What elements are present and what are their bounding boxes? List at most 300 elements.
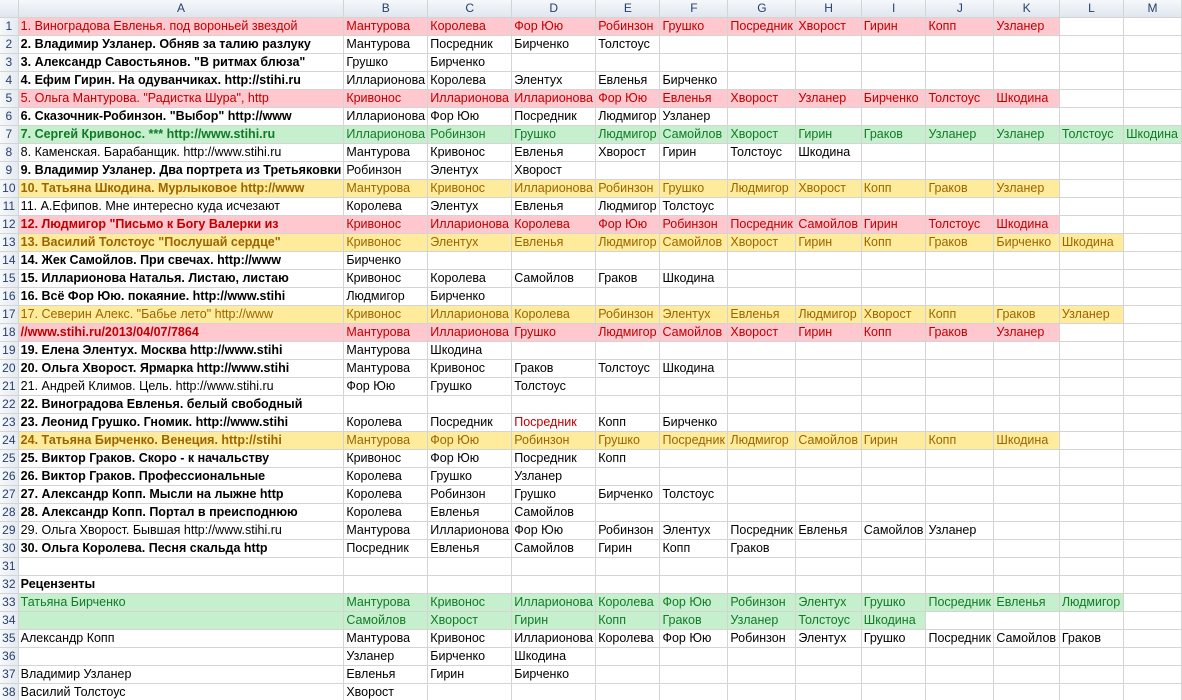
cell-reviewer[interactable] [1059,432,1123,450]
cell-reviewer[interactable] [1059,180,1123,198]
column-header-c[interactable]: C [428,0,512,18]
cell-reviewer[interactable] [861,36,926,54]
cell-reviewer[interactable] [660,648,728,666]
cell-reviewer[interactable]: Фор Юю [660,594,728,612]
cell-reviewer[interactable]: Людмигор [596,126,660,144]
cell-reviewer[interactable] [1124,18,1182,36]
cell-reviewer[interactable]: Мантурова [344,630,428,648]
cell-reviewer[interactable]: Гирин [512,612,596,630]
cell-reviewer[interactable] [728,54,796,72]
cell-reviewer[interactable] [796,108,861,126]
cell-reviewer[interactable]: Мантурова [344,594,428,612]
cell-reviewer[interactable]: Граков [596,270,660,288]
cell-reviewer[interactable] [660,36,728,54]
row-header[interactable]: 11 [0,198,18,216]
cell-reviewer[interactable]: Илларионова [428,522,512,540]
cell-reviewer[interactable] [926,108,994,126]
cell-reviewer[interactable]: Самойлов [660,126,728,144]
cell-reviewer[interactable]: Толстоус [512,378,596,396]
cell-reviewer[interactable]: Мантурова [344,360,428,378]
cell-title[interactable]: Владимир Узланер [18,666,344,684]
row-header[interactable]: 8 [0,144,18,162]
cell-reviewer[interactable]: Толстоус [660,198,728,216]
cell-title[interactable]: 21. Андрей Климов. Цель. http://www.stihi.ru [18,378,344,396]
cell-reviewer[interactable] [796,558,861,576]
cell-reviewer[interactable]: Шкодина [994,90,1059,108]
cell-reviewer[interactable]: Бирченко [344,252,428,270]
cell-reviewer[interactable] [926,684,994,700]
cell-reviewer[interactable] [660,378,728,396]
cell-reviewer[interactable] [1059,342,1123,360]
cell-reviewer[interactable] [994,144,1059,162]
cell-reviewer[interactable]: Шкодина [1059,234,1123,252]
cell-reviewer[interactable]: Робинзон [728,630,796,648]
cell-reviewer[interactable]: Евленья [728,306,796,324]
cell-reviewer[interactable]: Грушко [596,432,660,450]
cell-reviewer[interactable] [994,288,1059,306]
cell-reviewer[interactable] [1124,180,1182,198]
cell-reviewer[interactable]: Кривонос [344,306,428,324]
cell-reviewer[interactable] [660,468,728,486]
cell-reviewer[interactable]: Граков [660,612,728,630]
cell-reviewer[interactable]: Робинзон [428,486,512,504]
cell-reviewer[interactable] [728,288,796,306]
cell-title[interactable]: Татьяна Бирченко [18,594,344,612]
cell-reviewer[interactable]: Граков [926,180,994,198]
cell-reviewer[interactable] [596,468,660,486]
cell-reviewer[interactable] [1059,216,1123,234]
cell-reviewer[interactable]: Грушко [512,486,596,504]
cell-reviewer[interactable] [861,270,926,288]
cell-reviewer[interactable]: Мантурова [344,36,428,54]
cell-reviewer[interactable]: Грушко [861,630,926,648]
cell-reviewer[interactable]: Элентух [428,198,512,216]
cell-title[interactable]: 12. Людмигор "Письмо к Богу Валерки из [18,216,344,234]
cell-reviewer[interactable]: Кривонос [344,450,428,468]
cell-reviewer[interactable]: Бирченко [428,648,512,666]
cell-reviewer[interactable] [1124,612,1182,630]
cell-reviewer[interactable] [861,684,926,700]
cell-reviewer[interactable] [512,288,596,306]
cell-title[interactable]: 16. Всё Фор Юю. покаяние. http://www.stihi [18,288,344,306]
cell-reviewer[interactable]: Кривонос [428,144,512,162]
cell-reviewer[interactable] [660,54,728,72]
cell-reviewer[interactable] [728,342,796,360]
cell-reviewer[interactable]: Бирченко [861,90,926,108]
row-header[interactable]: 20 [0,360,18,378]
row-header[interactable]: 12 [0,216,18,234]
cell-reviewer[interactable] [596,576,660,594]
cell-reviewer[interactable]: Робинзон [596,180,660,198]
cell-reviewer[interactable]: Посредник [728,18,796,36]
cell-reviewer[interactable]: Грушко [861,594,926,612]
cell-reviewer[interactable]: Фор Юю [428,432,512,450]
cell-reviewer[interactable] [1059,162,1123,180]
cell-reviewer[interactable] [926,396,994,414]
row-header[interactable]: 13 [0,234,18,252]
cell-reviewer[interactable]: Копп [926,18,994,36]
cell-reviewer[interactable] [1059,72,1123,90]
cell-reviewer[interactable] [660,450,728,468]
cell-reviewer[interactable] [1124,288,1182,306]
cell-reviewer[interactable]: Хворост [796,18,861,36]
cell-reviewer[interactable] [728,504,796,522]
cell-reviewer[interactable]: Элентух [660,306,728,324]
cell-reviewer[interactable] [728,468,796,486]
cell-reviewer[interactable]: Евленья [512,198,596,216]
cell-reviewer[interactable]: Шкодина [796,144,861,162]
cell-reviewer[interactable] [796,72,861,90]
cell-reviewer[interactable]: Копп [660,540,728,558]
cell-title[interactable]: 27. Александр Копп. Мысли на лыжне http [18,486,344,504]
cell-title[interactable]: 3. Александр Савостьянов. "В ритмах блюза" [18,54,344,72]
cell-title[interactable]: 17. Северин Алекс. "Бабье лето" http://www [18,306,344,324]
cell-reviewer[interactable] [428,576,512,594]
cell-reviewer[interactable] [1124,576,1182,594]
cell-reviewer[interactable]: Робинзон [596,306,660,324]
cell-reviewer[interactable] [1124,450,1182,468]
cell-reviewer[interactable]: Хворост [596,144,660,162]
cell-reviewer[interactable]: Илларионова [512,180,596,198]
cell-reviewer[interactable]: Узланер [1059,306,1123,324]
cell-reviewer[interactable] [796,396,861,414]
cell-reviewer[interactable] [1059,684,1123,700]
row-header[interactable]: 24 [0,432,18,450]
row-header[interactable]: 19 [0,342,18,360]
cell-title[interactable]: 1. Виноградова Евленья. под вороньей звездой [18,18,344,36]
row-header[interactable]: 10 [0,180,18,198]
cell-reviewer[interactable] [1124,432,1182,450]
cell-reviewer[interactable] [596,504,660,522]
cell-reviewer[interactable] [1124,414,1182,432]
cell-reviewer[interactable]: Толстоус [596,36,660,54]
cell-reviewer[interactable]: Королева [596,594,660,612]
row-header[interactable]: 25 [0,450,18,468]
cell-reviewer[interactable] [861,252,926,270]
cell-reviewer[interactable] [926,288,994,306]
cell-reviewer[interactable]: Кривонос [344,90,428,108]
cell-reviewer[interactable]: Илларионова [428,216,512,234]
cell-reviewer[interactable] [861,468,926,486]
cell-reviewer[interactable] [796,54,861,72]
row-header[interactable]: 34 [0,612,18,630]
cell-reviewer[interactable]: Людмигор [1059,594,1123,612]
cell-title[interactable]: 22. Виноградова Евленья. белый свободный [18,396,344,414]
cell-reviewer[interactable] [796,540,861,558]
cell-reviewer[interactable] [861,288,926,306]
cell-title[interactable]: 28. Александр Копп. Портал в преисподнюю [18,504,344,522]
cell-reviewer[interactable]: Элентух [796,630,861,648]
cell-reviewer[interactable] [796,198,861,216]
cell-reviewer[interactable]: Узланер [660,108,728,126]
cell-reviewer[interactable] [1124,360,1182,378]
cell-title[interactable]: 2. Владимир Узланер. Обняв за талию разлуку [18,36,344,54]
cell-reviewer[interactable]: Гирин [428,666,512,684]
cell-reviewer[interactable] [861,108,926,126]
cell-reviewer[interactable] [728,450,796,468]
cell-reviewer[interactable]: Элентух [428,234,512,252]
cell-reviewer[interactable]: Людмигор [596,198,660,216]
cell-reviewer[interactable]: Мантурова [344,342,428,360]
cell-reviewer[interactable] [926,648,994,666]
cell-reviewer[interactable] [1059,378,1123,396]
cell-reviewer[interactable]: Мантурова [344,324,428,342]
cell-reviewer[interactable]: Илларионова [344,126,428,144]
cell-reviewer[interactable]: Фор Юю [428,450,512,468]
cell-reviewer[interactable] [728,108,796,126]
cell-reviewer[interactable] [1124,234,1182,252]
cell-reviewer[interactable] [861,162,926,180]
cell-reviewer[interactable] [1059,90,1123,108]
cell-reviewer[interactable]: Бирченко [512,36,596,54]
cell-reviewer[interactable]: Самойлов [344,612,428,630]
cell-reviewer[interactable]: Мантурова [344,18,428,36]
cell-reviewer[interactable]: Кривонос [428,360,512,378]
cell-reviewer[interactable] [660,252,728,270]
cell-reviewer[interactable]: Толстоус [660,486,728,504]
cell-reviewer[interactable] [861,414,926,432]
cell-reviewer[interactable]: Самойлов [512,270,596,288]
cell-reviewer[interactable] [861,72,926,90]
cell-reviewer[interactable]: Королева [512,216,596,234]
cell-title[interactable] [18,648,344,666]
cell-reviewer[interactable] [1124,36,1182,54]
row-header[interactable]: 28 [0,504,18,522]
cell-reviewer[interactable] [1124,162,1182,180]
cell-reviewer[interactable]: Гирин [796,324,861,342]
cell-reviewer[interactable]: Грушко [344,54,428,72]
cell-reviewer[interactable] [796,378,861,396]
cell-reviewer[interactable] [596,288,660,306]
cell-reviewer[interactable] [1124,666,1182,684]
cell-reviewer[interactable] [1124,342,1182,360]
cell-reviewer[interactable] [1059,288,1123,306]
cell-reviewer[interactable] [796,270,861,288]
cell-reviewer[interactable]: Толстоус [596,360,660,378]
cell-reviewer[interactable]: Самойлов [512,504,596,522]
cell-reviewer[interactable]: Илларионова [428,324,512,342]
cell-reviewer[interactable] [994,396,1059,414]
cell-reviewer[interactable] [796,342,861,360]
column-header-a[interactable]: A [18,0,344,18]
cell-reviewer[interactable] [994,612,1059,630]
column-header-h[interactable]: H [796,0,861,18]
cell-reviewer[interactable]: Людмигор [728,432,796,450]
cell-reviewer[interactable]: Самойлов [796,432,861,450]
cell-reviewer[interactable]: Посредник [926,630,994,648]
cell-reviewer[interactable]: Робинзон [344,162,428,180]
cell-reviewer[interactable] [1124,594,1182,612]
cell-reviewer[interactable] [1124,108,1182,126]
cell-reviewer[interactable]: Фор Юю [660,630,728,648]
cell-reviewer[interactable]: Фор Юю [512,18,596,36]
cell-reviewer[interactable]: Узланер [728,612,796,630]
cell-reviewer[interactable] [512,576,596,594]
cell-title[interactable]: 19. Елена Элентух. Москва http://www.stihi [18,342,344,360]
cell-title[interactable]: 14. Жек Самойлов. При свечах. http://www [18,252,344,270]
cell-reviewer[interactable]: Узланер [512,468,596,486]
cell-reviewer[interactable]: Грушко [428,378,512,396]
row-header[interactable]: 32 [0,576,18,594]
cell-reviewer[interactable]: Хворост [428,612,512,630]
cell-reviewer[interactable] [994,486,1059,504]
cell-reviewer[interactable] [728,486,796,504]
cell-reviewer[interactable] [728,684,796,700]
cell-reviewer[interactable] [861,486,926,504]
cell-reviewer[interactable] [596,684,660,700]
cell-reviewer[interactable] [1059,108,1123,126]
cell-reviewer[interactable] [796,468,861,486]
cell-reviewer[interactable]: Робинзон [728,594,796,612]
cell-reviewer[interactable]: Людмигор [344,288,428,306]
cell-reviewer[interactable] [1059,414,1123,432]
cell-reviewer[interactable] [728,198,796,216]
cell-reviewer[interactable]: Посредник [344,540,428,558]
cell-reviewer[interactable] [1059,468,1123,486]
cell-reviewer[interactable] [926,342,994,360]
cell-reviewer[interactable] [512,54,596,72]
cell-reviewer[interactable]: Королева [428,270,512,288]
cell-reviewer[interactable] [861,666,926,684]
cell-reviewer[interactable]: Мантурова [344,522,428,540]
cell-reviewer[interactable] [1124,324,1182,342]
cell-title[interactable]: 20. Ольга Хворост. Ярмарка http://www.stihi [18,360,344,378]
column-header-d[interactable]: D [512,0,596,18]
cell-reviewer[interactable]: Робинзон [596,522,660,540]
cell-reviewer[interactable]: Кривонос [428,594,512,612]
cell-reviewer[interactable]: Шкодина [994,432,1059,450]
cell-title[interactable]: Рецензенты [18,576,344,594]
cell-reviewer[interactable] [596,252,660,270]
cell-title[interactable] [18,558,344,576]
cell-reviewer[interactable] [660,684,728,700]
cell-reviewer[interactable] [926,54,994,72]
cell-reviewer[interactable]: Посредник [660,432,728,450]
cell-reviewer[interactable]: Королева [596,630,660,648]
row-header[interactable]: 3 [0,54,18,72]
cell-reviewer[interactable]: Граков [861,126,926,144]
cell-reviewer[interactable] [994,684,1059,700]
cell-reviewer[interactable] [1124,504,1182,522]
cell-title[interactable]: 25. Виктор Граков. Скоро - к начальству [18,450,344,468]
cell-reviewer[interactable] [1124,378,1182,396]
cell-title[interactable]: 26. Виктор Граков. Профессиональные [18,468,344,486]
cell-reviewer[interactable] [994,450,1059,468]
row-header[interactable]: 26 [0,468,18,486]
cell-reviewer[interactable] [1124,270,1182,288]
cell-reviewer[interactable] [596,54,660,72]
cell-reviewer[interactable] [861,576,926,594]
cell-reviewer[interactable]: Людмигор [796,306,861,324]
cell-reviewer[interactable] [861,450,926,468]
cell-reviewer[interactable] [926,72,994,90]
cell-reviewer[interactable] [994,198,1059,216]
row-header[interactable]: 14 [0,252,18,270]
cell-reviewer[interactable]: Самойлов [796,216,861,234]
cell-reviewer[interactable] [1059,486,1123,504]
cell-reviewer[interactable] [1059,576,1123,594]
cell-reviewer[interactable] [1124,558,1182,576]
cell-reviewer[interactable]: Илларионова [428,306,512,324]
cell-reviewer[interactable] [1059,522,1123,540]
row-header[interactable]: 15 [0,270,18,288]
cell-reviewer[interactable] [926,666,994,684]
cell-reviewer[interactable] [994,468,1059,486]
cell-reviewer[interactable] [428,684,512,700]
row-header[interactable]: 16 [0,288,18,306]
cell-reviewer[interactable]: Самойлов [660,234,728,252]
cell-reviewer[interactable] [926,162,994,180]
cell-reviewer[interactable] [796,648,861,666]
cell-reviewer[interactable] [994,540,1059,558]
cell-reviewer[interactable]: Толстоус [926,216,994,234]
cell-reviewer[interactable] [926,540,994,558]
cell-reviewer[interactable]: Гирин [796,126,861,144]
cell-reviewer[interactable]: Илларионова [344,108,428,126]
cell-reviewer[interactable] [994,378,1059,396]
cell-reviewer[interactable] [1059,54,1123,72]
cell-reviewer[interactable]: Мантурова [344,144,428,162]
cell-reviewer[interactable] [728,162,796,180]
cell-reviewer[interactable] [994,72,1059,90]
row-header[interactable]: 17 [0,306,18,324]
cell-reviewer[interactable]: Бирченко [512,666,596,684]
cell-reviewer[interactable] [512,252,596,270]
cell-reviewer[interactable]: Евленья [512,234,596,252]
cell-reviewer[interactable]: Посредник [512,450,596,468]
cell-reviewer[interactable] [660,504,728,522]
cell-reviewer[interactable] [1059,360,1123,378]
cell-reviewer[interactable]: Хворост [512,162,596,180]
cell-reviewer[interactable] [728,396,796,414]
cell-reviewer[interactable]: Узланер [994,180,1059,198]
cell-reviewer[interactable] [861,396,926,414]
cell-reviewer[interactable]: Хворост [728,126,796,144]
cell-reviewer[interactable]: Копп [596,612,660,630]
cell-reviewer[interactable] [926,36,994,54]
cell-reviewer[interactable]: Узланер [994,324,1059,342]
cell-title[interactable]: 23. Леонид Грушко. Гномик. http://www.stihi [18,414,344,432]
cell-reviewer[interactable] [796,360,861,378]
cell-reviewer[interactable]: Посредник [512,108,596,126]
cell-reviewer[interactable] [994,360,1059,378]
cell-reviewer[interactable] [512,342,596,360]
cell-reviewer[interactable]: Узланер [796,90,861,108]
cell-reviewer[interactable]: Гирин [660,144,728,162]
cell-reviewer[interactable]: Узланер [926,522,994,540]
cell-reviewer[interactable] [994,162,1059,180]
cell-reviewer[interactable]: Толстоус [728,144,796,162]
cell-reviewer[interactable]: Шкодина [1124,126,1182,144]
cell-reviewer[interactable]: Евленья [428,504,512,522]
cell-reviewer[interactable] [1059,396,1123,414]
cell-reviewer[interactable] [994,108,1059,126]
cell-reviewer[interactable] [861,378,926,396]
cell-title[interactable]: Александр Копп [18,630,344,648]
cell-title[interactable]: 11. А.Ефипов. Мне интересно куда исчезают [18,198,344,216]
cell-reviewer[interactable] [1059,270,1123,288]
cell-reviewer[interactable]: Кривонос [344,216,428,234]
cell-reviewer[interactable] [512,684,596,700]
cell-title[interactable] [18,612,344,630]
cell-reviewer[interactable]: Копп [926,432,994,450]
cell-reviewer[interactable] [1124,468,1182,486]
cell-title[interactable]: 13. Василий Толстоус "Послушай сердце" [18,234,344,252]
cell-reviewer[interactable] [926,270,994,288]
cell-reviewer[interactable] [796,666,861,684]
cell-reviewer[interactable] [1124,198,1182,216]
row-header[interactable]: 6 [0,108,18,126]
